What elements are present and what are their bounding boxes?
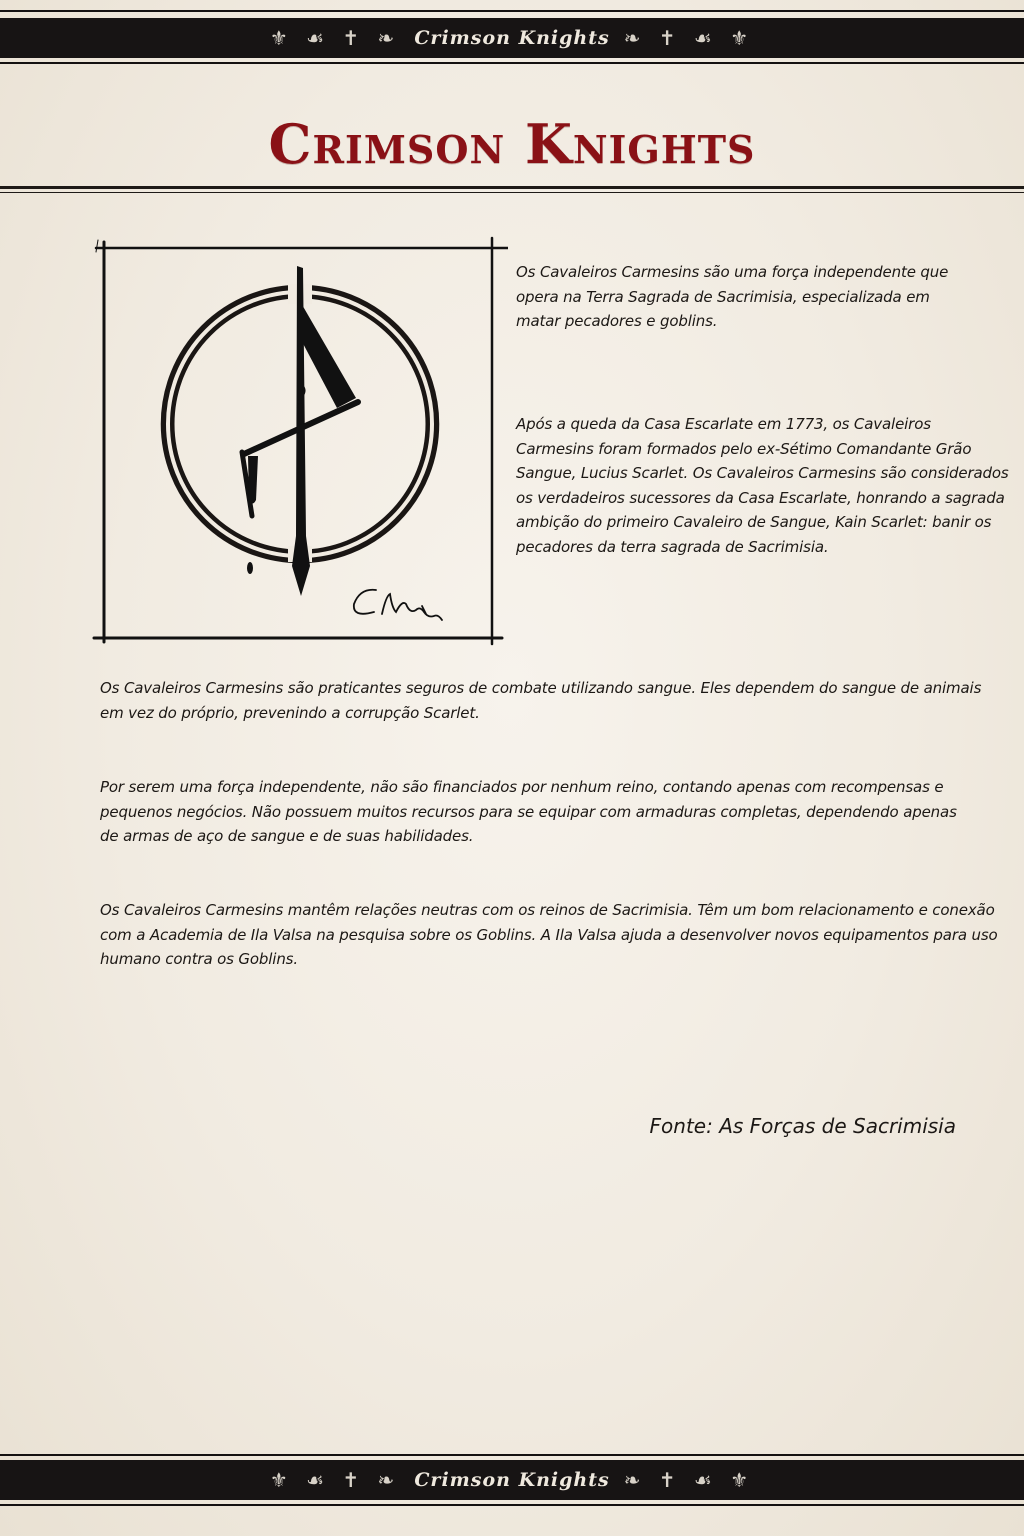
ornament-left-icon: ⚜ ☙ ✝ ❧ [269, 1468, 401, 1492]
banner-rule [0, 1504, 1024, 1506]
banner-title: Crimson Knights [414, 27, 610, 49]
top-banner [0, 0, 1024, 50]
banner-rule [0, 1454, 1024, 1456]
banner-ornaments [0, 18, 1024, 58]
crimson-knights-blood-sigil-icon [92, 236, 508, 648]
paragraph-combat: Os Cavaleiros Carmesins são praticantes seguros de combate utilizando sangue. Eles dependem do sangue de animais em vez do próprio, prevenindo a corrupção Scarlet. [100, 679, 982, 722]
title-divider-thin [0, 192, 1024, 193]
banner-title: Crimson Knights [414, 1469, 610, 1491]
ornament-right-icon: ❧ ✝ ☙ ⚜ [623, 26, 755, 50]
source-citation: Fonte: As Forças de Sacrimisia [649, 1114, 956, 1138]
banner-rule [0, 10, 1024, 12]
signature [354, 590, 442, 620]
banner-ornaments [0, 1460, 1024, 1500]
page-title: Crimson Knights [268, 112, 756, 176]
ornament-left-icon: ⚜ ☙ ✝ ❧ [269, 26, 401, 50]
paragraph-funding: Por serem uma força independente, não são financiados por nenhum reino, contando apenas com recompensas e pequenos negócios. Não possuem muitos recursos para se equipar com armaduras completas, dependendo apenas de armas de aço de sangue e de suas habilidades. [100, 778, 957, 845]
banner-rule [0, 62, 1024, 64]
ornament-right-icon: ❧ ✝ ☙ ⚜ [623, 1468, 755, 1492]
paragraph-intro: Os Cavaleiros Carmesins são uma força independente que opera na Terra Sagrada de Sacrimisia, especializada em matar pecadores e goblins. [516, 263, 949, 330]
title-divider [0, 186, 1024, 189]
bottom-banner [0, 1452, 1024, 1502]
paragraph-history: Após a queda da Casa Escarlate em 1773, os Cavaleiros Carmesins foram formados pelo ex-Sétimo Comandante Grão Sangue, Lucius Scarlet. Os Cavaleiros Carmesins são considerados os verdadeiros sucessores da Casa Escarlate, honrando a sagrada ambição do primeiro Cavaleiro de Sangue, Kain Scarlet: banir os pecadores da terra sagrada de Sacrimisia. [516, 415, 1009, 556]
emblem-frame [92, 236, 508, 648]
paragraph-relations: Os Cavaleiros Carmesins mantêm relações neutras com os reinos de Sacrimisia. Têm um bom relacionamento e conexão com a Academia de Ila Valsa na pesquisa sobre os Goblins. A Ila Valsa ajuda a desenvolver novos equipamentos para uso humano contra os Goblins. [100, 901, 998, 968]
